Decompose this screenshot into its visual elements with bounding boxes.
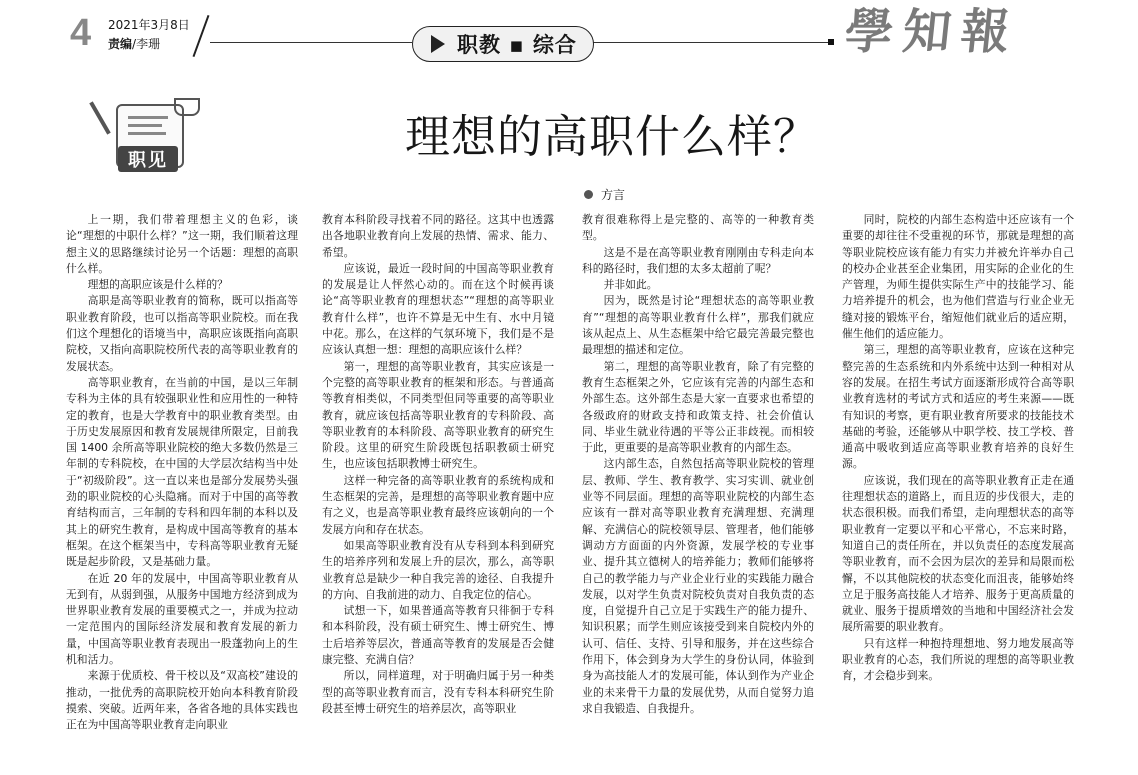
paragraph: 高等职业教育，在当前的中国，是以三年制专科为主体的具有较强职业性和应用性的一种特定的教育，也是大学教育中的职业教育类型。由于历史发展原因和教育发展规律所限定，目前我国 1400 余所高等职业院校的绝大多数仍然是三年制的专科院校，在中国的大学层次结构当中处于“初级阶段”。这一直以来也是部分发展势头强劲的职业院校的心头隐痛。而对于中国的高等教育结构而言，三年制的专科和四年制的本科以及其上的研究生教育，是构成中国高等教育的基本框架。在这个框架当中，专科高等职业教育无疑既是起步阶段，又是基础力量。	[66, 375, 298, 569]
masthead-logo: 學知報	[842, 4, 1022, 60]
editor-label: 责编	[108, 37, 133, 51]
paragraph: 理想的高职应该是什么样的？	[87, 278, 228, 292]
paragraph: 这内部生态，自然包括高等职业院校的管理层、教师、学生、教育教学、实习实训、就业创业等不同层面。理想的高等职业院校的内部生态应该有一群对高等职业教育充满理想、充满理解、充满信心的院校领导层、管理者，他们能够调动方方面面的内外资源，发展学校的专业事业、提升其立德树人的培养能力；教师们能够将自己的教学能力与产业企业行业的实践能力融合发展，以对学生负责对院校负责对自我负责的态度，自觉提升自己立足于实践生产的能力提升、知识积累；而学生则应该接受到来自院校内外的认可、信任、支持、引导和服务，并在这些综合作用下，体会到身为大学生的身份认同，体验到身为高技能人才的发展可能，体认到作为产业企业的未来骨干力量的发展优势，从而自觉努力追求自我锻造、自我提升。	[582, 457, 814, 715]
paragraph: 上一期，我们带着理想主义的色彩，谈论“理想的中职什么样？”这一期，我们顺着这理想主义的思路继续讨论另一个话题：理想的高职什么样。	[66, 213, 298, 275]
paragraph: 这样一种完备的高等职业教育的系统构成和生态框架的完善，是理想的高等职业教育题中应有之义，也是高等职业教育最终应该朝向的一个发展方向和存在状态。	[322, 473, 554, 536]
editor-name: 李珊	[136, 37, 161, 51]
editor-credit: 责编/李珊	[108, 37, 161, 51]
paragraph: 所以，同样道理，对于明确归属于另一种类型的高等职业教育而言，没有专科本科研究生阶段甚至博士研究生的培养层次，高等职业	[322, 669, 554, 715]
paragraph: 第二，理想的高等职业教育，除了有完整的教育生态框架之外，它应该有完善的内部生态和外部生态。这外部生态是大家一直要求也希望的各级政府的财政支持和政策支持、社会价值认同、毕业生就业待遇的平等公正非歧视。而相较于此，更重要的是高等职业教育的内部生态。	[582, 359, 814, 455]
section-banner	[412, 26, 594, 62]
paragraph: 并非如此。	[603, 278, 658, 292]
paragraph: 第一，理想的高等职业教育，其实应该是一个完整的高等职业教育的框架和形态。与普通高等教育相类似，不同类型但同等重要的高等职业教育，就应该包括高等职业教育的专科阶段、高等职业教育的本科阶段、高等职业教育的研究生阶段。这里的研究生阶段既包括职教硕士研究生，也应该包括职教博士研究生。	[322, 359, 554, 471]
paragraph: 应该说，我们现在的高等职业教育正走在通往理想状态的道路上，而且迈的步伐很大，走的状态很积极。而我们希望，走向理想状态的高等职业教育一定要以平和心平常心，不忘来时路，知道自己的责任所在，并以负责任的态度发展高等职业教育，而不会因为层次的差异和局限而松懈，不以其他院校的状态变化而沮丧，能够始终立足于服务高技能人才培养、服务于更高质量的就业、服务于提质增效的当地和中国经济社会发展所需要的职业教育。	[842, 473, 1074, 634]
article-column-2	[322, 212, 554, 772]
paragraph: 同时，院校的内部生态构造中还应该有一个重要的却往往不受重视的环节，那就是理想的高等职业院校应该有能力有实力并被允许举办自己的校办企业甚至企业集团，用实际的企业化的生产管理，为师生提供实际生产中的技能学习、能力培养提升的机会，也为他们营造与行业企业无缝对接的锻炼平台，缩短他们就业后的适应期，催生他们的适应能力。	[842, 213, 1074, 341]
pen-icon	[89, 101, 110, 134]
article-column-4	[842, 212, 1074, 772]
byline-dot-icon	[584, 190, 593, 199]
paragraph: 高职是高等职业教育的简称，既可以指高等职业教育阶段，也可以指高等职业院校。而在我们这个理想化的语境当中，高职应该既指向高职院校，又指向高职院校所代表的高等职业教育的发展状态。	[66, 294, 298, 373]
article-column-3	[582, 212, 814, 772]
paragraph: 应该说，最近一段时间的中国高等职业教育的发展是让人怦然心动的。而在这个时候再谈论“高等职业教育的理想状态”“理想的高等职业教育什么样”，也许不算是无中生有、水中月镜中花。那么，在这样的气氛环境下，我们是不是应该认真想一想：理想的高职应该什么样？	[322, 261, 554, 357]
header-rule-right	[592, 42, 828, 43]
article-column-1	[66, 212, 298, 772]
article-title: 理想的高职什么样？	[405, 110, 820, 163]
column-badge	[92, 96, 204, 180]
paragraph-continued: 教育本科阶段寻找着不同的路径。这其中也透露出各地职业教育向上发展的热情、需求、能力、希望。	[322, 213, 554, 259]
column-badge-label: 职见	[118, 146, 178, 172]
paragraph-continued: 教育很难称得上是完整的、高等的一种教育类型。	[582, 213, 814, 243]
coffee-cup-icon	[174, 98, 200, 116]
paragraph: 来源于优质校、骨干校以及“双高校”建设的推动，一批优秀的高职院校开始向本科教育阶段摸索、突破。近两年来，各省各地的具体实践也正在为中国高等职业教育走向职业	[66, 669, 298, 732]
paragraph: 因为，既然是讨论“理想状态的高等职业教育”“理想的高等职业教育什么样”，那我们就应该从起点上、从生态框架中给它最完善最完整也最理想的描述和定位。	[582, 294, 814, 357]
paragraph: 在近 20 年的发展中，中国高等职业教育从无到有，从弱到强，从服务中国地方经济到成为世界职业教育发展的重要模式之一，并成为拉动一定范围内的国际经济发展和教育发展的新力量，中国高等职业教育表现出一股蓬勃向上的生机和活力。	[66, 571, 298, 667]
play-icon	[431, 35, 445, 53]
header-slash-divider	[193, 15, 210, 57]
paragraph: 试想一下，如果普通高等教育只徘徊于专科和本科阶段，没有硕士研究生、博士研究生、博士后培养等层次，普通高等教育的发展是否会健康完整、充满自信？	[322, 604, 554, 667]
paragraph: 这是不是在高等职业教育刚刚由专科走向本科的路径时，我们想的太多太超前了呢？	[582, 245, 814, 275]
paragraph: 第三，理想的高等职业教育，应该在这种完整完善的生态系统和内外系统中达到一种相对从容的发展。在招生考试方面逐渐形成符合高等职业教育选材的考试方式和适应的考生来源——既有知识的考察，更有职业教育所要求的技能技术基础的考验，还能够从中职学校、技工学校、普通高中吸收到适应高等职业教育培养的良好生源。	[842, 343, 1074, 471]
header-rule-dot	[828, 39, 834, 45]
paragraph: 只有这样一种抱持理想地、努力地发展高等职业教育的心态，我们所说的理想的高等职业教育，才会稳步到来。	[842, 636, 1074, 683]
byline	[584, 186, 625, 203]
paragraph: 如果高等职业教育没有从专科到本科到研究生的培养序列和发展上升的层次，那么，高等职业教育总是缺少一种自我完善的途径、自我提升的方向、自我前进的动力、自我定位的信心。	[322, 538, 554, 601]
header-rule-left	[210, 42, 412, 43]
section-title: 职教 ▪ 综合	[457, 33, 577, 57]
issue-date: 2021年3月8日	[108, 18, 190, 32]
page-number: 4	[70, 12, 92, 54]
author-name: 方言	[601, 188, 626, 202]
